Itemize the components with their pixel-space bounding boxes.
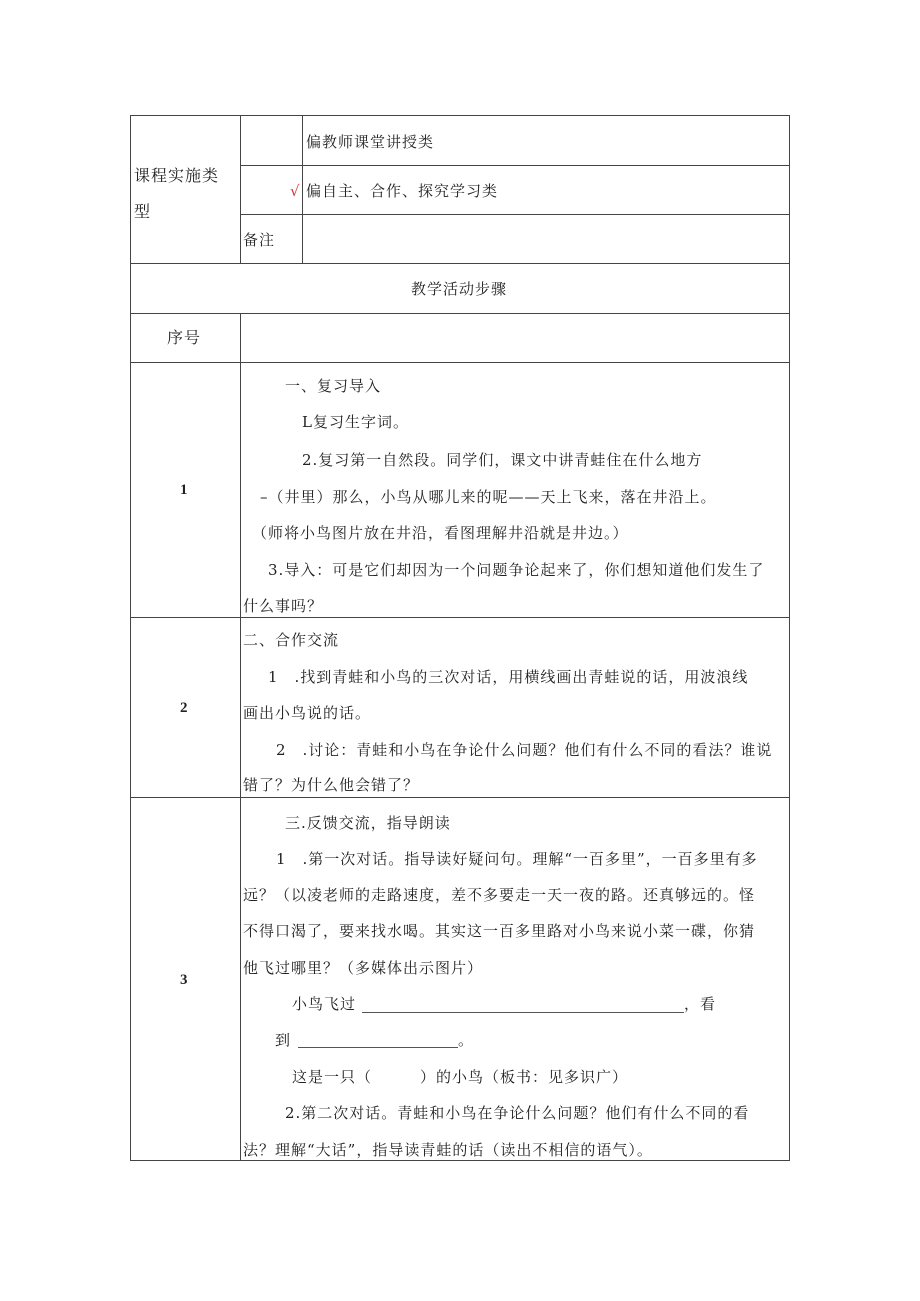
row-line: 1 .找到青蛙和小鸟的三次对话，用横线画出青蛙说的话，用波浪线 (268, 668, 749, 686)
row-number: 2 (180, 700, 189, 716)
row-line: 二、合作交流 (243, 631, 340, 649)
row-line: –（井里）那么，小鸟从哪儿来的呢——天上飞来，落在井沿上。 (260, 488, 717, 506)
row-line: 2 .讨论：青蛙和小鸟在争论什么问题？他们有什么不同的看法？谁说 (276, 741, 773, 759)
row-number: 1 (180, 482, 189, 498)
fill-in-prompt: 到 (275, 1031, 292, 1049)
row-line: 这是一只（ ）的小鸟（板书：见多识广） (292, 1068, 629, 1086)
row-line: 什么事吗？ (243, 597, 324, 615)
row-line: 2.第二次对话。青蛙和小鸟在争论什么问题？他们有什么不同的看 (285, 1104, 750, 1122)
table-border (240, 214, 790, 215)
steps-title: 教学活动步骤 (411, 280, 508, 298)
fill-in-suffix: ，看 (684, 995, 717, 1013)
table-border (130, 115, 131, 1161)
row-line: 3.导入：可是它们却因为一个问题争论起来了，你们想知道他们发生了 (268, 561, 765, 579)
row-line: 不得口渴了，要来找水喝。其实这一百多里路对小鸟来说小菜一碟，你猜 (243, 922, 756, 940)
fill-in-suffix: 。 (458, 1031, 475, 1049)
row-number: 3 (180, 972, 189, 988)
table-border (130, 263, 790, 264)
table-border (240, 115, 241, 263)
seq-label: 序号 (167, 328, 202, 347)
table-border (130, 797, 790, 798)
table-border (130, 313, 790, 314)
row-line: 2.复习第一自然段。同学们，课文中讲青蛙住在什么地方 (302, 451, 703, 469)
table-border (240, 165, 790, 166)
check-mark-icon: √ (290, 182, 301, 200)
row-line: 他飞过哪里？（多媒体出示图片） (243, 959, 484, 977)
table-border (130, 362, 790, 363)
row-line: 错了？为什么他会错了？ (243, 776, 420, 794)
fill-in-blank (362, 1012, 684, 1013)
type-label: 课程实施类 (134, 166, 220, 185)
option-self-study: 偏自主、合作、探究学习类 (306, 182, 499, 200)
row-line: 1 .第一次对话。指导读好疑问句。理解“一百多里”，一百多里有多 (276, 850, 758, 868)
row-line: 远？（以凌老师的走路速度，差不多要走一天一夜的路。还真够远的。怪 (243, 886, 756, 904)
row-line: 画出小鸟说的话。 (243, 704, 372, 722)
fill-in-blank (298, 1047, 458, 1048)
row-line: （师将小鸟图片放在井沿，看图理解井沿就是井边。） (252, 524, 629, 542)
table-border (130, 617, 790, 618)
row-line: L复习生字词。 (302, 413, 409, 431)
table-border (302, 115, 303, 263)
remark-label: 备注 (243, 231, 276, 249)
row-line: 一、复习导入 (285, 377, 382, 395)
table-border (130, 115, 790, 116)
option-teacher-lecture: 偏教师课堂讲授类 (306, 133, 435, 151)
type-label-cont: 型 (134, 202, 152, 221)
row-line: 三.反馈交流，指导朗读 (285, 814, 451, 832)
row-line: 法？理解“大话”，指导读青蛙的话（读出不相信的语气）。 (243, 1141, 653, 1159)
table-border (130, 1160, 790, 1161)
table-border (789, 115, 790, 1161)
table-border (240, 313, 241, 1161)
fill-in-prompt: 小鸟飞过 (292, 995, 357, 1013)
